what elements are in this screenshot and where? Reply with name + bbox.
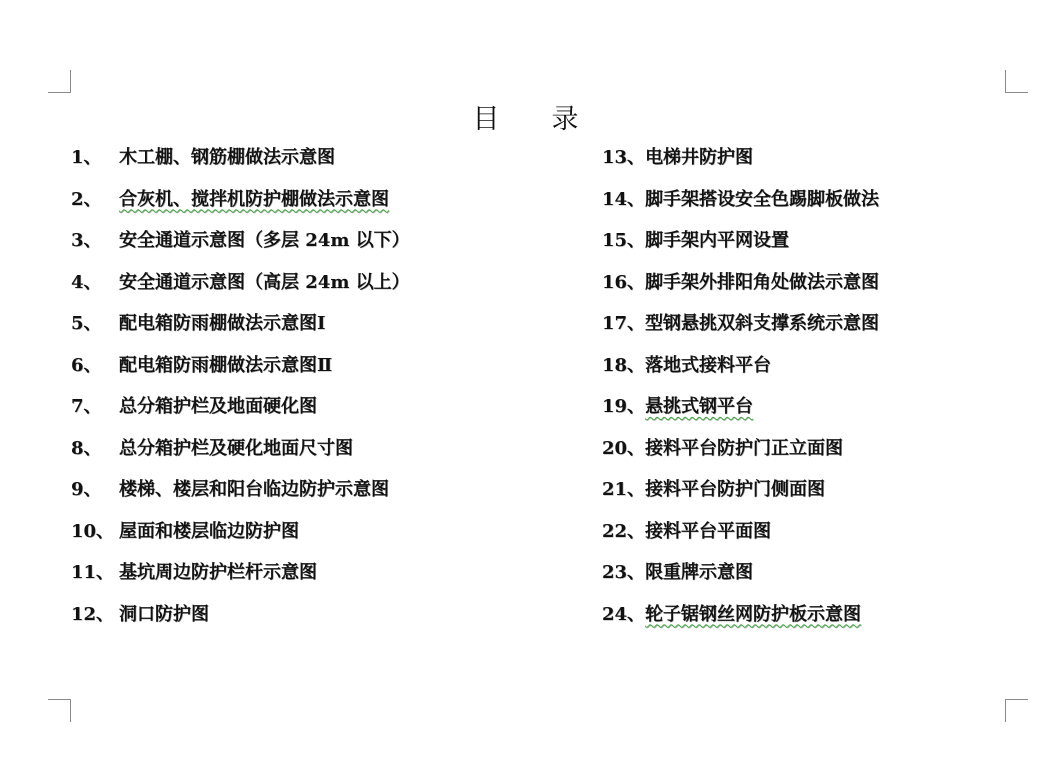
toc-entry[interactable] — [71, 517, 551, 559]
toc-entry-number: 23、 — [602, 562, 646, 583]
toc-entry-label: 合灰机、搅拌机防护棚做法示意图 — [119, 188, 389, 210]
toc-entry-number: 22、 — [602, 520, 646, 542]
toc-entry[interactable] — [71, 600, 551, 642]
toc-entry-label: 总分箱护栏及地面硬化图 — [119, 396, 317, 417]
toc-entry-number: 12、 — [71, 603, 115, 625]
toc-entry-number: 14、 — [602, 188, 646, 210]
toc-entry[interactable] — [602, 143, 1022, 185]
toc-entry-label: 安全通道示意图（多层 24m 以下） — [119, 230, 410, 251]
toc-entry[interactable] — [71, 185, 551, 227]
toc-entry-number: 18、 — [602, 354, 646, 376]
toc-entry-number: 19、 — [602, 396, 646, 417]
toc-entry-label: 电梯井防护图 — [645, 147, 754, 168]
toc-entry-label: 楼梯、楼层和阳台临边防护示意图 — [119, 479, 389, 500]
toc-left-column — [71, 143, 551, 641]
toc-entry[interactable] — [71, 434, 551, 476]
toc-entry-label: 木工棚、钢筋棚做法示意图 — [119, 147, 335, 168]
toc-right-column — [602, 143, 1022, 641]
toc-entry-label: 悬挑式钢平台 — [645, 396, 754, 417]
toc-entry-label: 接料平台防护门正立面图 — [645, 437, 844, 459]
toc-entry-label: 基坑周边防护栏杆示意图 — [119, 562, 317, 583]
toc-entry-label: 配电箱防雨棚做法示意图Ⅰ — [119, 313, 326, 334]
toc-entry[interactable] — [602, 226, 1022, 268]
toc-entry-number: 21、 — [602, 479, 646, 500]
toc-entry[interactable] — [71, 143, 551, 185]
crop-mark-top-left — [48, 70, 71, 93]
toc-entry[interactable] — [602, 558, 1022, 600]
toc-entry-number: 13、 — [602, 147, 646, 168]
toc-entry-number: 3、 — [71, 230, 102, 251]
toc-entry-label: 限重牌示意图 — [645, 562, 754, 583]
toc-entry[interactable] — [602, 600, 1022, 642]
toc-entry-number: 10、 — [71, 520, 115, 542]
toc-entry[interactable] — [71, 558, 551, 600]
toc-entry-number: 7、 — [71, 396, 102, 417]
toc-entry-number: 16、 — [602, 271, 646, 293]
toc-entry[interactable] — [71, 268, 551, 310]
toc-entry[interactable] — [71, 309, 551, 351]
crop-mark-bottom-left — [48, 699, 71, 722]
toc-entry[interactable] — [602, 185, 1022, 227]
toc-entry[interactable] — [602, 475, 1022, 517]
toc-entry-label: 配电箱防雨棚做法示意图Ⅱ — [119, 354, 333, 376]
toc-entry-label: 屋面和楼层临边防护图 — [119, 520, 299, 542]
toc-entry-number: 20、 — [602, 437, 646, 459]
toc-entry[interactable] — [71, 475, 551, 517]
toc-entry-number: 17、 — [602, 313, 646, 334]
toc-entry-label: 安全通道示意图（高层 24m 以上） — [119, 271, 410, 293]
toc-entry-number: 9、 — [71, 479, 102, 500]
toc-entry-label: 型钢悬挑双斜支撑系统示意图 — [645, 313, 880, 334]
page-title: 目录 — [472, 104, 631, 135]
toc-entry[interactable] — [602, 268, 1022, 310]
toc-entry-label: 脚手架搭设安全色踢脚板做法 — [645, 188, 880, 210]
toc-entry[interactable] — [71, 392, 551, 434]
toc-entry-label: 脚手架外排阳角处做法示意图 — [645, 271, 880, 293]
toc-entry-label: 接料平台防护门侧面图 — [645, 479, 826, 500]
toc-entry-label: 脚手架内平网设置 — [645, 230, 790, 251]
toc-entry-number: 24、 — [602, 603, 646, 625]
toc-entry[interactable] — [602, 517, 1022, 559]
toc-entry-number: 15、 — [602, 230, 646, 251]
toc-entry[interactable] — [602, 434, 1022, 476]
toc-entry[interactable] — [602, 392, 1022, 434]
toc-entry-label: 洞口防护图 — [119, 603, 209, 625]
toc-entry[interactable] — [71, 351, 551, 393]
toc-entry-label: 总分箱护栏及硬化地面尺寸图 — [119, 437, 353, 459]
toc-entry[interactable] — [602, 309, 1022, 351]
toc-entry[interactable] — [71, 226, 551, 268]
toc-entry[interactable] — [602, 351, 1022, 393]
toc-entry-number: 11、 — [71, 562, 115, 583]
crop-mark-top-right — [1005, 70, 1028, 93]
toc-entry-number: 1、 — [71, 147, 102, 168]
toc-entry-label: 落地式接料平台 — [645, 354, 772, 376]
toc-entry-number: 5、 — [71, 313, 102, 334]
toc-entry-number: 8、 — [71, 437, 102, 459]
toc-entry-label: 轮子锯钢丝网防护板示意图 — [645, 603, 862, 625]
toc-entry-number: 6、 — [71, 354, 102, 376]
toc-entry-number: 2、 — [71, 188, 102, 210]
toc-entry-number: 4、 — [71, 271, 102, 293]
crop-mark-bottom-right — [1005, 699, 1028, 722]
toc-entry-label: 接料平台平面图 — [645, 520, 772, 542]
